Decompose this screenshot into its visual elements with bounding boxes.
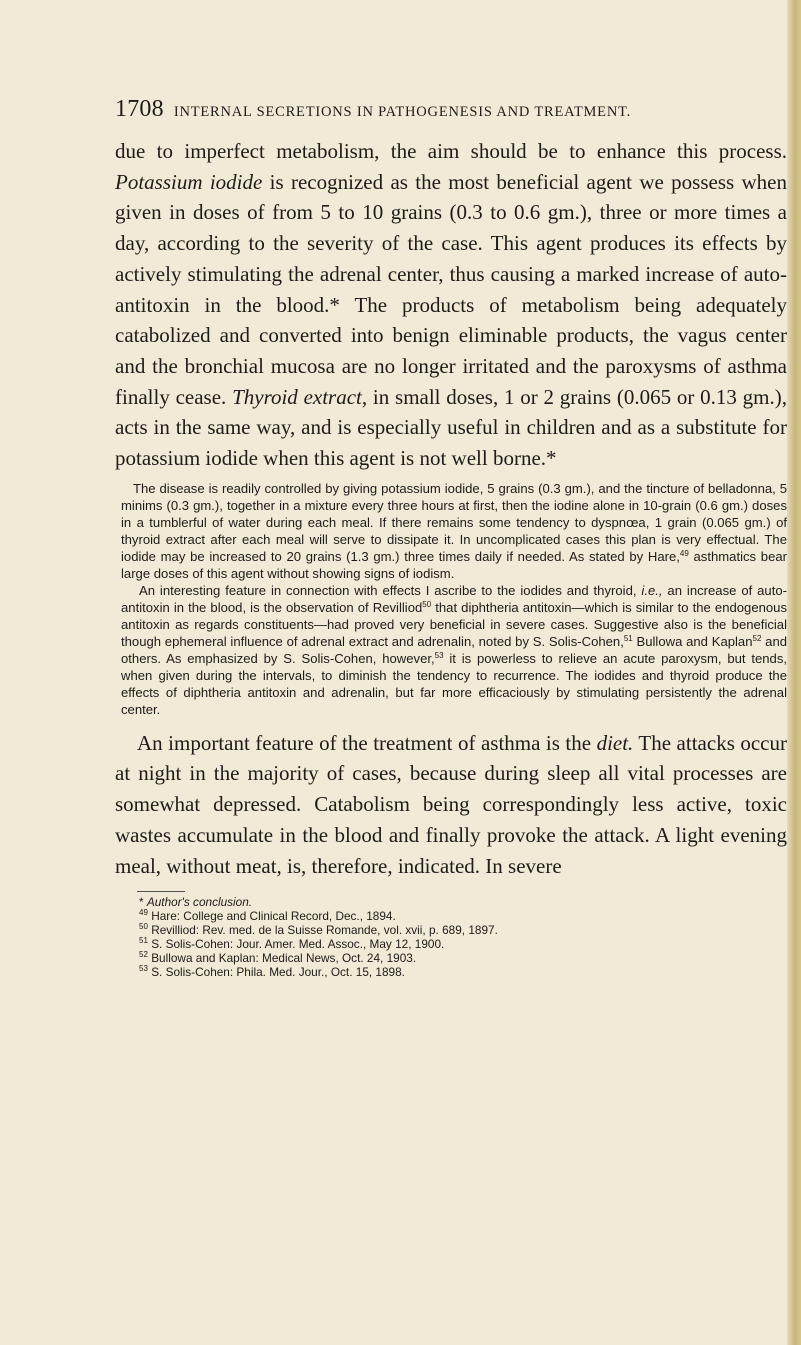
footnote-ref: 51	[623, 633, 633, 643]
italic-term: Potassium iodide	[115, 169, 263, 194]
footnote: * Author's conclusion.	[139, 895, 253, 910]
footnotes	[139, 895, 787, 979]
footnote: $^{51}$ S. Solis-Cohen: Jour. Amer. Med. Assoc., May 12, 1900.	[139, 936, 445, 952]
footnote-ref: 49	[679, 548, 689, 558]
footnote-rule	[137, 891, 185, 892]
small-print-block	[121, 480, 787, 718]
paragraph-small-2: An interesting feature in connection with effects I ascribe to the iodides and thyroid, i.e., an increase of auto-antitoxin in the blood, is the observation of Revilliod$^{50}$ that diphtheria antitoxin—which is similar to the endogenous antitoxin as regards constituents—had proved very beneficial in severe cases. Suggestive also is the beneficial though ephemeral influence of adrenal extract and adrenalin, noted by S. Solis-Cohen,$^{51}$ Bullowa and Kaplan$^{52}$ and others. As emphasized by S. Solis-Cohen, however,$^{53}$ it is powerless to relieve an acute paroxysm, but tends, when given during the intervals, to diminish the tendency to recurrence. The iodides and thyroid produce the effects of diphtheria antitoxin and adrenalin, but far more efficaciously by stimulating persistently the adrenal center.	[121, 582, 788, 717]
footnote: $^{53}$ S. Solis-Cohen: Phila. Med. Jour., Oct. 15, 1898.	[139, 964, 405, 980]
page-header	[115, 96, 787, 123]
paragraph-diet: An important feature of the treatment of asthma is the diet. The attacks occur at night in the majority of cases, because during sleep all vital processes are somewhat depressed. Catabolism being correspondingly less active, toxic wastes accumulate in the blood and finally provoke the attack. A light evening meal, without meat, is, therefore, indicated. In severe	[115, 730, 787, 878]
page-number: 1708	[115, 96, 164, 122]
book-page	[115, 96, 787, 979]
footnote-ref: 53	[434, 650, 444, 660]
footnote: $^{52}$ Bullowa and Kaplan: Medical News, Oct. 24, 1903.	[139, 950, 417, 966]
paragraph-treatment: due to imperfect metabolism, the aim should be to enhance this process. Potassium iodide is recognized as the most beneficial agent we possess when given in doses of from 5 to 10 grains (0.3 to 0.6 gm.), three or more times a day, according to the severity of the case. This agent produces its effects by actively stimulating the adrenal center, thus causing a marked increase of auto-antitoxin in the blood.* The products of metabolism being adequately catabolized and converted into benign eliminable products, the vagus center and the bronchial mucosa are no longer irritated and the paroxysms of asthma finally cease. Thyroid extract, in small doses, 1 or 2 grains (0.065 or 0.13 gm.), acts in the same way, and is especially useful in children and as a substitute for potassium iodide when this agent is not well borne.*	[115, 139, 788, 471]
paragraph-small-1: The disease is readily controlled by giving potassium iodide, 5 grains (0.3 gm.), and the tincture of belladonna, 5 minims (0.3 gm.), together in a mixture every three hours at first, then the iodine alone in 10-grain (0.6 gm.) doses in a tumblerful of water during each meal. If there remains some tendency to dyspnœa, 1 grain (0.065 gm.) of thyroid extract after each meal will serve to dissipate it. In uncomplicated cases this plan is very effectual. The iodide may be increased to 20 grains (1.3 gm.) three times daily if needed. As stated by Hare,$^{49}$ asthmatics bear large doses of this agent without showing signs of iodism.	[121, 480, 787, 581]
main-text-block	[115, 136, 787, 474]
italic-term: i.e.,	[641, 582, 663, 598]
running-head: INTERNAL SECRETIONS IN PATHOGENESIS AND TREATMENT.	[173, 104, 632, 120]
footnote: $^{49}$ Hare: College and Clinical Record, Dec., 1894.	[139, 908, 396, 924]
italic-term: diet.	[596, 730, 634, 755]
page-edge	[787, 0, 801, 1345]
footnote: $^{50}$ Revilliod: Rev. med. de la Suisse Romande, vol. xvii, p. 689, 1897.	[139, 922, 498, 938]
footnote-ref: 50	[422, 599, 432, 609]
main-text-block-2	[115, 728, 787, 882]
footnote-ref: 52	[752, 633, 762, 643]
italic-term: Thyroid extract,	[232, 384, 368, 409]
